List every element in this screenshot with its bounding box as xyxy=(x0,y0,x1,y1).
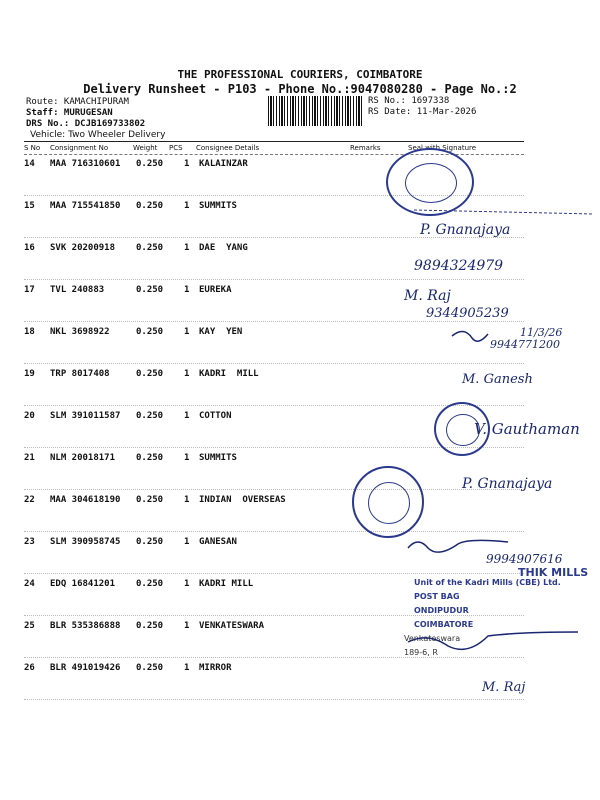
stamp-25-line1: Venkateswara xyxy=(404,634,461,643)
row-consignment: NLM 20018171 xyxy=(50,453,116,463)
row-weight: 0.250 xyxy=(136,579,164,589)
row-consignment: NKL 3698922 xyxy=(50,327,110,337)
row-consignment: MAA 304618190 xyxy=(50,495,121,505)
row-consignment: SVK 20200918 xyxy=(50,243,116,253)
row-pcs: 1 xyxy=(184,327,190,337)
row-weight: 0.250 xyxy=(136,411,164,421)
row-consignee: DAE YANG xyxy=(199,243,248,253)
row-sno: 16 xyxy=(24,243,35,253)
row-consignee: VENKATESWARA xyxy=(199,621,265,631)
row-consignee: KAY YEN xyxy=(199,327,243,337)
drs-label: DRS No.: DCJB169733802 xyxy=(26,119,146,129)
signature-23-phone: 9994907616 xyxy=(486,552,563,566)
stamp-24-line4: ONDIPUDUR xyxy=(414,606,469,615)
rs-date: RS Date: 11-Mar-2026 xyxy=(368,107,477,117)
row-pcs: 1 xyxy=(184,159,190,169)
signature-19: M. Ganesh xyxy=(462,372,533,387)
signature-16-phone: 9894324979 xyxy=(414,258,504,274)
route-label: Route: KAMACHIPURAM xyxy=(26,97,129,107)
signature-17-phone: 9344905239 xyxy=(426,306,509,321)
row-consignment: EDQ 16841201 xyxy=(50,579,116,589)
row-consignee: SUMMITS xyxy=(199,453,237,463)
row-sno: 26 xyxy=(24,663,35,673)
row-pcs: 1 xyxy=(184,537,190,547)
col-remarks: Remarks xyxy=(350,144,381,152)
row-consignee: GANESAN xyxy=(199,537,237,547)
row-consignee: SUMMITS xyxy=(199,201,237,211)
row-weight: 0.250 xyxy=(136,159,164,169)
row-sno: 17 xyxy=(24,285,35,295)
row-consignee: MIRROR xyxy=(199,663,232,673)
col-sno: S No xyxy=(24,144,41,152)
stamp-24-line1: THIK MILLS xyxy=(518,566,589,579)
col-pcs: PCS xyxy=(169,144,183,152)
row-weight: 0.250 xyxy=(136,663,164,673)
row-consignee: KALAINZAR xyxy=(199,159,248,169)
row-consignee: EUREKA xyxy=(199,285,232,295)
row-consignment: MAA 715541850 xyxy=(50,201,121,211)
row-pcs: 1 xyxy=(184,285,190,295)
company-title: THE PROFESSIONAL COURIERS, COIMBATORE xyxy=(177,68,423,81)
col-consignee: Consignee Details xyxy=(196,144,260,152)
row-consignment: TRP 8017408 xyxy=(50,369,110,379)
signature-26: M. Raj xyxy=(482,680,526,695)
row-weight: 0.250 xyxy=(136,243,164,253)
row-consignee: COTTON xyxy=(199,411,232,421)
row-pcs: 1 xyxy=(184,243,190,253)
signature-20: V. Gauthaman xyxy=(474,420,580,438)
vehicle-label: Vehicle: Two Wheeler Delivery xyxy=(30,130,166,140)
row-sno: 25 xyxy=(24,621,35,631)
row-pcs: 1 xyxy=(184,495,190,505)
row-pcs: 1 xyxy=(184,201,190,211)
col-weight: Weight xyxy=(133,144,158,152)
stamp-24-line2: Unit of the Kadri Mills (CBE) Ltd. xyxy=(414,578,561,587)
row-consignee: KADRI MILL xyxy=(199,369,259,379)
col-consignment: Consignment No xyxy=(50,144,109,152)
row-sno: 23 xyxy=(24,537,35,547)
runsheet-title: Delivery Runsheet - P103 - Phone No.:9047080280 - Page No.:2 xyxy=(83,82,517,96)
row-weight: 0.250 xyxy=(136,495,164,505)
row-weight: 0.250 xyxy=(136,285,164,295)
row-sno: 22 xyxy=(24,495,35,505)
signature-22: P. Gnanajaya xyxy=(462,476,553,492)
row-consignee: INDIAN OVERSEAS xyxy=(199,495,286,505)
row-consignment: SLM 390958745 xyxy=(50,537,121,547)
row-sno: 14 xyxy=(24,159,35,169)
stamp-24-line3: POST BAG xyxy=(414,592,460,601)
row-pcs: 1 xyxy=(184,453,190,463)
row-sno: 18 xyxy=(24,327,35,337)
row-consignment: BLR 535386888 xyxy=(50,621,121,631)
signature-18-date: 11/3/26 xyxy=(520,326,563,339)
row-weight: 0.250 xyxy=(136,327,164,337)
stamp-24-line5: COIMBATORE xyxy=(414,620,474,629)
row-pcs: 1 xyxy=(184,579,190,589)
row-pcs: 1 xyxy=(184,369,190,379)
signature-18-phone: 9944771200 xyxy=(490,338,560,351)
row-pcs: 1 xyxy=(184,663,190,673)
staff-label: Staff: MURUGESAN xyxy=(26,108,113,118)
row-consignment: BLR 491019426 xyxy=(50,663,121,673)
row-pcs: 1 xyxy=(184,411,190,421)
row-consignment: MAA 716310601 xyxy=(50,159,121,169)
stamp-25-line2: 189-6, R xyxy=(404,648,438,657)
signature-16: P. Gnanajaya xyxy=(420,222,511,238)
row-weight: 0.250 xyxy=(136,201,164,211)
col-signature: Seal with Signature xyxy=(408,144,477,152)
row-sno: 24 xyxy=(24,579,35,589)
signature-17: M. Raj xyxy=(404,288,451,304)
row-consignment: TVL 240883 xyxy=(50,285,105,295)
row-weight: 0.250 xyxy=(136,537,164,547)
row-weight: 0.250 xyxy=(136,453,164,463)
row-sno: 20 xyxy=(24,411,35,421)
row-consignee: KADRI MILL xyxy=(199,579,254,589)
row-weight: 0.250 xyxy=(136,621,164,631)
row-consignment: SLM 391011587 xyxy=(50,411,121,421)
rs-number: RS No.: 1697338 xyxy=(368,96,450,106)
row-pcs: 1 xyxy=(184,621,190,631)
row-sno: 15 xyxy=(24,201,35,211)
row-weight: 0.250 xyxy=(136,369,164,379)
row-sno: 21 xyxy=(24,453,35,463)
row-sno: 19 xyxy=(24,369,35,379)
